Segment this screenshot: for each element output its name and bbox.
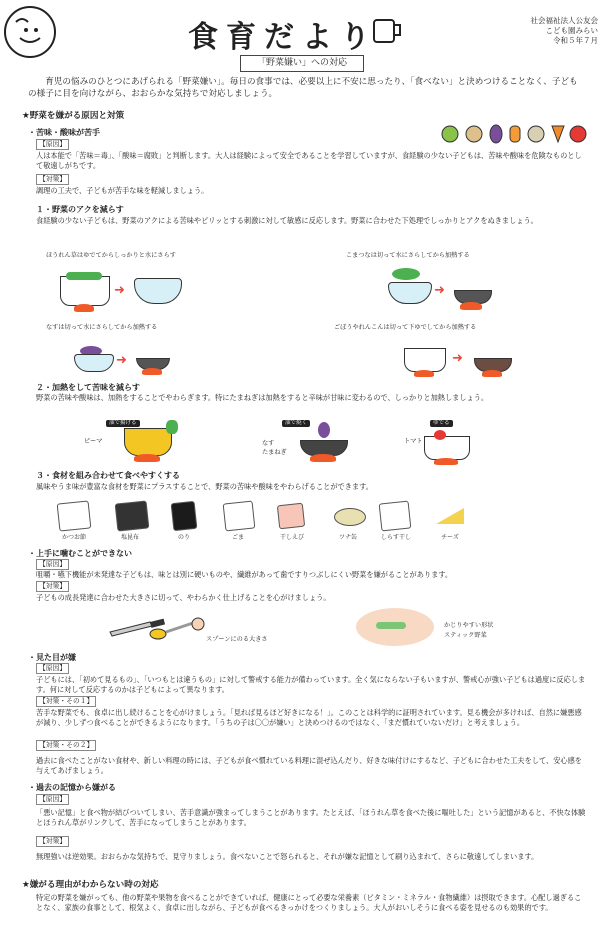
s1-cause-label: 【原因】: [36, 139, 69, 150]
heat3-label: トマト: [404, 438, 423, 445]
s3-title: ・見た目が嫌: [28, 653, 76, 662]
org-name: 社会福祉法人公友会: [530, 16, 598, 25]
fig1-flame: [74, 304, 94, 312]
vegetables-icon: [438, 120, 588, 144]
s3-m1-text: 苦手な野菜でも、食卓に出し続けることを心がけましょう。「見れば見るほど好きになる！」。このことは科学的に証明されています。見る機会が多ければ、自然に嫌悪感が減り、少しずつ食べることができるようになります。「うちの子は〇〇が嫌い」と決めつけるのではなく、「まだ慣れていないだけ」と考えましょう。: [36, 708, 582, 727]
s1-p2-title: ２・加熱をして苦味を減らす: [36, 383, 140, 392]
fig1-caption: ほうれん草はゆでてからしっかりと水にさらす: [46, 252, 176, 259]
org-block: [500, 16, 598, 46]
fig4-flame: [414, 370, 434, 377]
fig2-greens: [392, 268, 420, 280]
heat1-tag: 油で揚げる: [106, 420, 140, 427]
food-label-6: ツナ缶: [338, 534, 357, 541]
heat3-pot: [424, 436, 470, 460]
s1-p3-text: 風味やうま味が豊富な食材を野菜にプラスすることで、野菜の苦味や酸味をやわらげることができます。: [36, 482, 373, 491]
s2-measure-text: 子どもの成長発達に合わせた大きさに切って、やわらかく仕上げることを心がけましょう。: [36, 593, 331, 602]
heat2-flame: [310, 454, 336, 462]
s1-cause-text: 人は本能で「苦味＝毒」、「酸味＝腐敗」と判断します。大人は経験によって安全であることを学習していますが、食経験の少ない子どもは、苦味や酸味を危険なものとして敬遠しがちです。: [36, 151, 582, 170]
fig2-caption: こまつなは切って水にさらしてから加熱する: [346, 252, 470, 259]
school-name: こども園みらい: [545, 26, 598, 35]
s2-cause-text: 咀嚼・嚥下機能が未発達な子どもは、味とは別に硬いものや、繊維があって歯ですりつぶしにくい野菜を嫌がることがあります。: [36, 570, 453, 579]
heat1-label: ピーマ: [84, 438, 103, 445]
s1-p2-text: 野菜の苦味や酸味は、加熱をすることでやわらぎます。特にたまねぎは加熱をすると辛味が甘味に変わるので、しっかりと加熱しましょう。: [36, 393, 489, 402]
s4-measure-label: 【対策】: [36, 836, 69, 847]
heat1-flame: [134, 454, 160, 462]
heat3-flame: [434, 458, 458, 465]
food-label-2: 塩昆布: [120, 534, 139, 541]
title-logo: [180, 10, 420, 55]
circle-logo: [4, 6, 56, 58]
s1-measure-label: 【対策】: [36, 174, 69, 185]
heat2-label-b: たまねぎ: [262, 449, 287, 456]
section-main-heading: ★野菜を嫌がる原因と対策: [22, 111, 125, 121]
s3-cause-label: 【原因】: [36, 663, 69, 674]
fig1-greens: [66, 272, 102, 280]
food-card-hoshiebi: [277, 503, 305, 530]
s1-measure-text: 調理の工夫で、子どもが苦手な味を軽減しましょう。: [36, 186, 209, 195]
fig3-caption: なすは切って水にさらしてから加熱する: [46, 324, 158, 331]
food-card-nori: [171, 501, 198, 531]
fig2-flame: [460, 302, 482, 310]
food-label-3: のり: [177, 534, 190, 541]
intro-text: 育児の悩みのひとつにあげられる「野菜嫌い」。毎日の食事では、必要以上に不安に思ったり、「食べない」と決めつけることなく、子どもの様子に目を向けながら、おおらかな気持ちで対応しましょう。: [28, 77, 578, 99]
food-row: [44, 498, 564, 546]
food-card-shirasu: [379, 501, 412, 532]
heat1-pepper: [166, 420, 178, 434]
title-logo-text: 食育だより: [188, 20, 378, 55]
vegetable-characters: [438, 120, 588, 144]
page-subtitle-text: 「野菜嫌い」への対応: [256, 58, 347, 68]
stick-veg-illustration: [356, 608, 434, 646]
s3-m1-label: 【対策・その１】: [36, 696, 96, 707]
s1-p1-text: 食経験の少ない子どもは、野菜のアクによる苦味やピリッとする刺激に対して敏感に反応します。野菜に合わせた下処理でしっかりとアクをぬきましょう。: [36, 216, 538, 225]
cup-icon: [370, 16, 406, 46]
s1-title: ・苦味・酸味が苦手: [28, 128, 100, 137]
s3-m2-text: 過去に食べたことがない食材や、新しい料理の時には、子どもが食べ慣れている料理に混ぜ込んだり、好きな味付けにするなど、子どもに合わせた工夫をして、安心感を与えてあげましょう。: [36, 756, 582, 775]
fig4-caption: ごぼうやれんこんは切って下ゆでしてから加熱する: [334, 324, 477, 331]
heat2-tag: 油で焼く: [282, 420, 310, 427]
s5-title: ★嫌がる理由がわからない時の対応: [22, 880, 159, 890]
heat1-pot: [124, 428, 172, 456]
food-label-7: しらす干し: [380, 534, 411, 541]
face-icon: [6, 8, 54, 56]
s5-text: 特定の野菜を嫌がっても、他の野菜や果物を食べることができていれば、健康にとって必要な栄養素（ビタミン・ミネラル・食物繊維）は摂取できます。心配し過ぎることなく、家族の食事として、根気よく、食卓に出しながら、子どもが食べるきっかけをつくりましょう。大人がおいしそうに食べる姿を見せるのも効果的です。: [36, 893, 582, 912]
food-label-4: ごま: [231, 534, 244, 541]
s4-measure-text: 無理強いは逆効果。おおらかな気持ちで、見守りましょう。食べないことで怒られると、それが嫌な記憶として刷り込まれて、さらに敬遠してしまいます。: [36, 852, 539, 861]
heat3-tomato: [434, 430, 446, 440]
knife-spoon-icon: [106, 610, 210, 644]
food-label-5: 干しえび: [279, 534, 304, 541]
food-card-tuna: [334, 508, 366, 526]
fig1-bowl: [134, 278, 182, 304]
heat2-label-a: なす: [262, 440, 275, 447]
fig2-bowl: [388, 282, 432, 304]
s2-measure-label: 【対策】: [36, 581, 69, 592]
fig4-arrow: ➜: [452, 351, 463, 366]
fig3-flame: [142, 368, 162, 375]
food-label-1: かつお節: [61, 534, 86, 541]
s4-cause-label: 【原因】: [36, 794, 69, 805]
stick-veg: [376, 622, 406, 629]
food-card-cheese: [436, 508, 464, 524]
food-card-shiokonbu: [115, 500, 150, 531]
s2-caption-2b: スティック野菜: [444, 632, 487, 639]
s2-caption-1: スプーンにのる大きさ: [206, 636, 268, 643]
s2-title: ・上手に噛むことができない: [28, 549, 132, 558]
fig3-arrow: ➜: [116, 353, 127, 368]
food-card-katsuobushi: [57, 500, 92, 531]
s2-cause-label: 【原因】: [36, 559, 69, 570]
s3-cause-text: 子どもには、「初めて見るもの」、「いつもとは違うもの」に対して警戒する能力が備わっています。全く気にならない子もいますが、警戒心が強い子どもは過度に反応します。何に対して反応するのかは子どもによって異なります。: [36, 675, 586, 694]
fig4-pot: [404, 348, 446, 372]
heat3-tag: ゆでる: [430, 420, 453, 427]
s3-m2-label: 【対策・その２】: [36, 740, 96, 751]
page-subtitle: [240, 55, 364, 72]
fig1-pot: [60, 276, 110, 306]
s2-caption-2a: かじりやすい形状: [444, 622, 494, 629]
s4-cause-text: 「悪い記憶」と食べ物が結びついてしまい、苦手意識が強まってしまうことがあります。たとえば、「ほうれん草を食べた後に嘔吐した」という記憶があると、不快な体験とほうれん草がリンクして、苦手になってしまうことがあります。: [36, 808, 586, 827]
food-label-8: チーズ: [441, 534, 459, 541]
fig2-arrow: ➜: [434, 283, 445, 298]
s4-title: ・過去の記憶から嫌がる: [28, 783, 116, 792]
food-card-goma: [223, 501, 256, 532]
fig1-arrow: ➜: [114, 283, 125, 298]
fig4-flame-2: [482, 370, 502, 377]
knife-illustration: [106, 610, 210, 644]
s1-p1-title: １・野菜のアクを減らす: [36, 205, 124, 214]
heat2-eggplant: [318, 422, 330, 438]
fig3-bowl: [74, 354, 114, 372]
s1-p3-title: ３・食材を組み合わせて食べやすくする: [36, 471, 180, 480]
issue-date: 令和５年７月: [553, 36, 598, 45]
